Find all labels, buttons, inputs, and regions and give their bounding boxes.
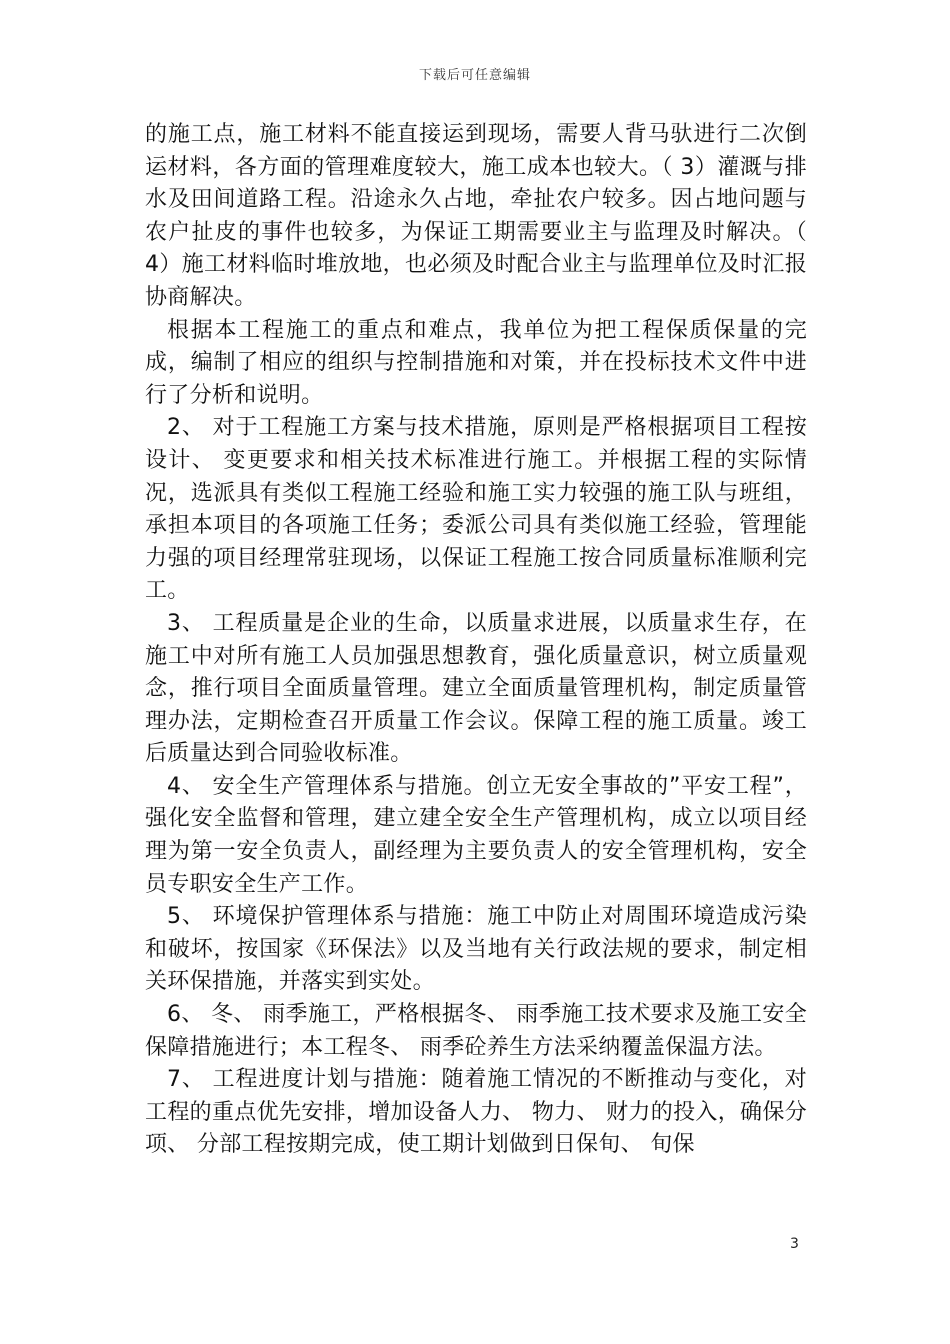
paragraph-item-5: 5、 环境保护管理体系与措施：施工中防止对周围环境造成污染和破坏，按国家《环保法》以及当地有关行政法规的要求，制定相关环保措施，并落实到实处。	[145, 904, 807, 995]
paragraph-item-4: 4、 安全生产管理体系与措施。创立无安全事故的”平安工程”，强化安全监督和管理，建立建全安全生产管理机构，成立以项目经理为第一安全负责人，副经理为主要负责人的安全管理机构，安全员专职安全生产工作。	[145, 773, 807, 897]
document-body	[145, 119, 807, 1162]
page-number: 3	[790, 1236, 799, 1252]
paragraph-continuation: 的施工点，施工材料不能直接运到现场，需要人背马驮进行二次倒运材料，各方面的管理难度较大，施工成本也较大。（ 3）灌溉与排水及田间道路工程。沿途永久占地，牵扯农户较多。因占地问题与农户扯皮的事件也较多，为保证工期需要业主与监理及时解决。（ 4）施工材料临时堆放地，也必须及时配合业主与监理单位及时汇报协商解决。	[145, 122, 807, 310]
page-header: 下载后可任意编辑	[418, 68, 531, 83]
paragraph-item-7: 7、 工程进度计划与措施：随着施工情况的不断推动与变化，对工程的重点优先安排，增加设备人力、 物力、 财力的投入，确保分项、 分部工程按期完成，使工期计划做到日保旬、 旬保	[145, 1067, 807, 1158]
paragraph-item-6: 6、 冬、 雨季施工，严格根据冬、 雨季施工技术要求及施工安全保障措施进行；本工程冬、 雨季砼养生方法采纳覆盖保温方法。	[145, 1002, 807, 1060]
paragraph-summary: 根据本工程施工的重点和难点，我单位为把工程保质保量的完成，编制了相应的组织与控制措施和对策，并在投标技术文件中进行了分析和说明。	[145, 317, 807, 408]
paragraph-item-3: 3、 工程质量是企业的生命，以质量求进展，以质量求生存，在施工中对所有施工人员加强思想教育，强化质量意识，树立质量观念，推行项目全面质量管理。建立全面质量管理机构，制定质量管理办法，定期检查召开质量工作会议。保障工程的施工质量。竣工后质量达到合同验收标准。	[145, 610, 807, 767]
paragraph-item-2: 2、 对于工程施工方案与技术措施，原则是严格根据项目工程按设计、 变更要求和相关技术标准进行施工。并根据工程的实际情况，选派具有类似工程施工经验和施工实力较强的施工队与班组，承担本项目的各项施工任务；委派公司具有类似施工经验，管理能力强的项目经理常驻现场，以保证工程施工按合同质量标准顺利完工。	[145, 415, 807, 604]
